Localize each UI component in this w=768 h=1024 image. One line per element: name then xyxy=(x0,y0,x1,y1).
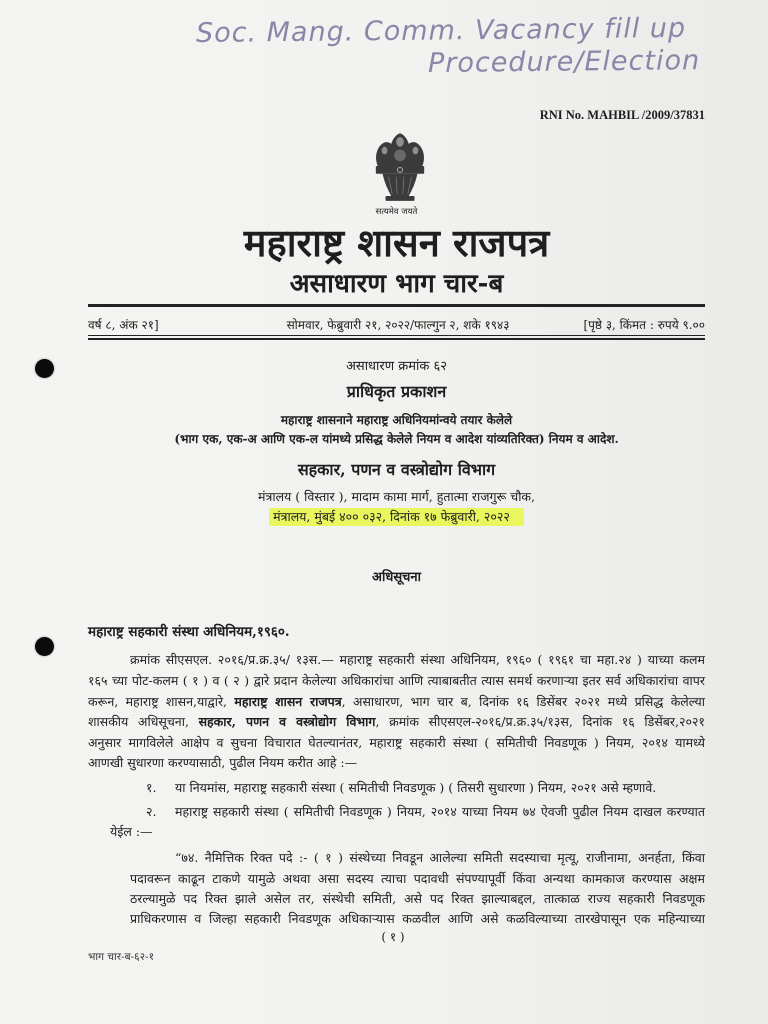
top-rule xyxy=(88,304,705,307)
rni-number: RNI No. MAHBIL /2009/37831 xyxy=(539,108,705,122)
bottom-rule-thick xyxy=(88,338,705,340)
preamble-line-1: क्रमांक सीएसएल. २०१६/प्र.क्र.३५/ १३स.— महाराष्ट्र सहकारी संस्था अधिनियम, १९६० ( १९६१ चा महा.२४ ) याच्या कलम xyxy=(130,652,705,667)
preamble-line-2: १६५ च्या पोट-कलम ( १ ) व ( २ ) द्वारे प्रदान केलेल्या अधिकारांचा आणि त्याबाबतीत त्यास समर्थ करणाऱ्या इतर सर्व अधिकारांचा वापर xyxy=(88,673,705,688)
notification-heading: अधिसूचना xyxy=(372,570,421,585)
preamble-line-5: अनुसार मागविलेले आक्षेप व सुचना विचारात घेतल्यानंतर, महाराष्ट्र सहकारी संस्था ( समितीची निवडणूक ) नियम, २०१४ यामध्ये xyxy=(88,735,705,750)
department-bold: सहकार, पणन व वस्त्रोद्योग विभाग xyxy=(198,714,376,729)
handwritten-note-line-2: Procedure/Election xyxy=(427,45,701,79)
address-line-2 xyxy=(88,508,705,526)
lion-capital-icon xyxy=(371,128,429,206)
rule-2-number: २. xyxy=(146,804,157,819)
rule-74-line-2: पदावरून काढून टाकणे यामुळे अथवा असा सदस्य त्याचा पदावधी संपण्यापूर्वी किंवा अन्यथा कामकाज करण्यास अक्षम xyxy=(130,871,705,886)
act-title: महाराष्ट्र सहकारी संस्था अधिनियम,१९६०. xyxy=(88,624,290,640)
issue-date: सोमवार, फेब्रुवारी २१, २०२२/फाल्गुन २, शके १९४३ xyxy=(286,318,510,332)
punch-hole-bottom xyxy=(35,637,54,656)
rule-1-number: १. xyxy=(146,780,157,795)
rule-74-line-4: प्राधिकरणास व जिल्हा सहकारी निवडणूक अधिकाऱ्यास कळवील आणि असे कळविल्याच्या तारखेपासून एक महिन्याच्या xyxy=(130,911,705,926)
address-line-1: मंत्रालय ( विस्तार ), मादाम कामा मार्ग, हुतात्मा राजगुरू चौक, xyxy=(257,489,536,504)
rule-74-line-1: “७४. नैमित्तिक रिक्त पदे :- ( १ ) संस्थेच्या निवडून आलेल्या समिती सदस्याचा मृत्यू, राजीनामा, अनर्हता, किंवा xyxy=(175,850,705,865)
state-emblem xyxy=(371,128,429,206)
highlighted-address: मंत्रालय, मुंबई ४०० ०३२, दिनांक १७ फेब्रुवारी, २०२२ xyxy=(269,508,524,526)
description-line-1: महाराष्ट्र शासनाने महाराष्ट्र अधिनियमांन्वये तयार केलेले xyxy=(280,413,513,427)
rule-1-text: या नियमांस, महाराष्ट्र सहकारी संस्था ( समितीची निवडणूक ) ( तिसरी सुधारणा ) नियम, २०२१ असे म्हणावे. xyxy=(175,780,657,795)
rule-2-continuation: येईल :— xyxy=(110,824,153,839)
handwritten-note-line-1: Soc. Mang. Comm. Vacancy fill up xyxy=(195,12,687,49)
preamble-line-4 xyxy=(88,713,705,731)
preamble-line-3-text-end: , असाधारण, भाग चार ब, दिनांक १६ डिसेंबर २०२१ मध्ये प्रसिद्ध केलेल्या xyxy=(341,694,705,709)
preamble-line-4-text: शासकीय अधिसूचना, xyxy=(88,714,199,729)
page-number: ( १ ) xyxy=(381,930,405,944)
rule-74-line-3: ठरल्यामुळे पद रिक्त झाले असेल तर, संस्थेची समिती, असे पद रिक्त झाल्याबद्दल, तात्काळ राज्य सहकारी निवडणूक xyxy=(130,891,705,906)
gazette-subtitle: असाधारण भाग चार-ब xyxy=(289,269,504,299)
gazette-title: महाराष्ट्र शासन राजपत्र xyxy=(243,220,550,265)
footer-code: भाग चार-ब-६२-१ xyxy=(88,951,155,963)
rule-2-text: महाराष्ट्र सहकारी संस्था ( समितीची निवडणूक ) नियम, २०१४ याच्या नियम ७४ ऐवजी पुढील नियम दाखल करण्यात xyxy=(175,804,705,819)
authorized-publication: प्राधिकृत प्रकाशन xyxy=(346,382,447,401)
department-name: सहकार, पणन व वस्त्रोद्योग विभाग xyxy=(297,460,496,479)
issue-pages-price: [पृष्ठे ३, किंमत : रुपये ९.०० xyxy=(583,318,705,332)
emblem-motto: सत्यमेव जयते xyxy=(375,207,418,217)
bottom-rule-thin xyxy=(88,335,705,336)
description-line-2: (भाग एक, एक-अ आणि एक-ल यांमध्ये प्रसिद्ध केलेले नियम व आदेश यांव्यतिरिक्त) नियम व आदेश. xyxy=(174,432,619,446)
issue-volume: वर्ष ८, अंक २१] xyxy=(88,318,159,332)
extraordinary-number: असाधारण क्रमांक ६२ xyxy=(345,359,448,374)
preamble-line-3-text: करून, महाराष्ट्र शासन,याद्वारे, xyxy=(88,694,235,709)
punch-hole-top xyxy=(35,359,54,378)
preamble-line-4-text-end: , क्रमांक सीएसएल-२०१६/प्र.क्र.३५/१३स, दिनांक १६ डिसेंबर,२०२१ xyxy=(375,714,706,729)
preamble-line-3 xyxy=(88,693,705,711)
preamble-line-6: आणखी सुधारणा करण्यासाठी, पुढील नियम करीत आहे :— xyxy=(88,755,358,770)
gazette-name-bold: महाराष्ट्र शासन राजपत्र xyxy=(234,694,342,709)
